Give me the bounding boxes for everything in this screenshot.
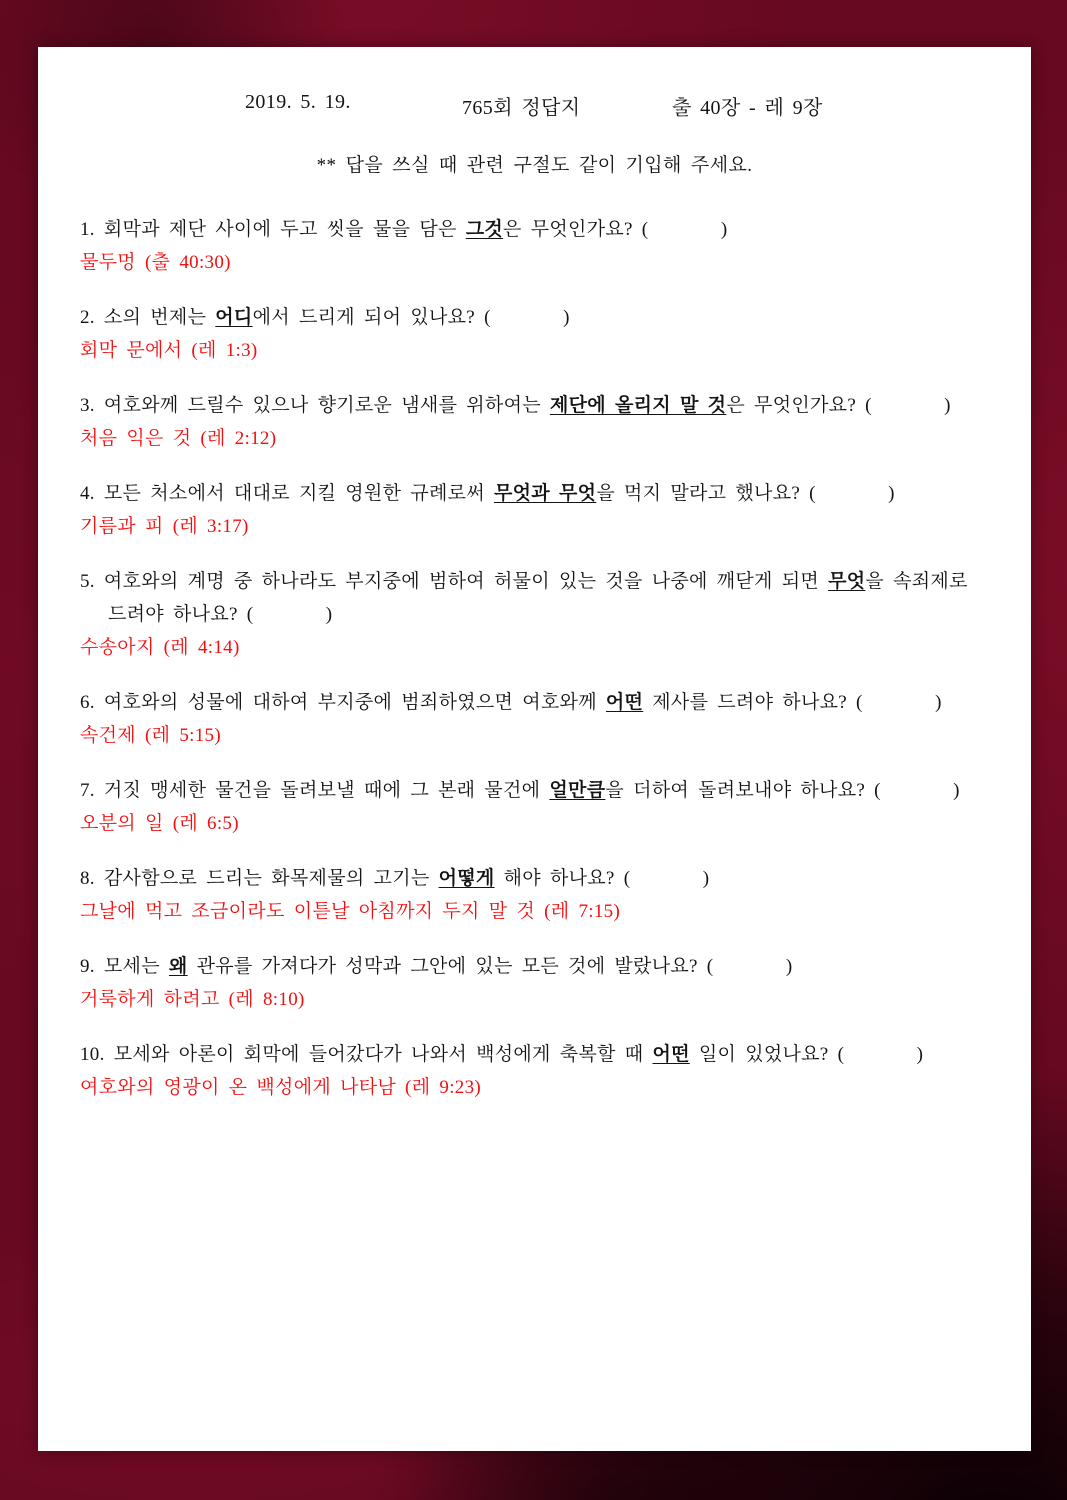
answer-sheet-page: [38, 47, 1031, 1451]
answer-text: 거룩하게 하려고 (레 8:10): [80, 989, 305, 1010]
answer-text: 기름과 피 (레 3:17): [80, 516, 249, 537]
question-keyword: 무엇: [828, 571, 866, 592]
question-post: 을 속죄제로 드려야 하나요? ( ): [108, 571, 977, 625]
question-text: [80, 950, 986, 983]
question-number: 10.: [80, 1044, 114, 1065]
question-keyword: 어떤: [605, 692, 644, 713]
question-number: 8.: [80, 868, 104, 889]
qa-list: [38, 177, 1031, 1104]
answer-text: 속건제 (레 5:15): [80, 725, 221, 746]
question-text: [80, 301, 986, 334]
question-pre: 회막과 제단 사이에 두고 씻을 물을 담은: [103, 219, 466, 240]
question-number: 5.: [80, 571, 104, 592]
question-keyword: 왜: [168, 956, 188, 977]
question-number: 6.: [80, 692, 104, 713]
question-pre: 모든 처소에서 대대로 지킬 영원한 규례로써: [103, 483, 494, 504]
question-text: [80, 213, 986, 246]
question-post: 관유를 가져다가 성막과 그안에 있는 모든 것에 발랐나요? ( ): [187, 956, 793, 977]
answer-text: 회막 문에서 (레 1:3): [80, 340, 258, 361]
question-keyword: 어디: [215, 307, 253, 328]
answer-text: 물두멍 (출 40:30): [80, 252, 231, 273]
question-number: 2.: [80, 307, 104, 328]
qa-item-10: [80, 1038, 986, 1104]
qa-item-7: [80, 774, 986, 840]
question-pre: 모세와 아론이 회막에 들어갔다가 나와서 백성에게 축복할 때: [113, 1044, 653, 1065]
instruction-note: ** 답을 쓰실 때 관련 구절도 같이 기입해 주세요.: [316, 155, 753, 176]
question-pre: 소의 번제는: [103, 307, 216, 328]
question-post: 은 무엇인가요? ( ): [503, 219, 728, 240]
answer-text: 그날에 먹고 조금이라도 이튿날 아침까지 두지 말 것 (레 7:15): [80, 901, 621, 922]
header-scripture-range: 출 40장 - 레 9장: [672, 97, 823, 119]
question-post: 을 먹지 말라고 했나요? ( ): [596, 483, 895, 504]
question-keyword: 제단에 올리지 말 것: [549, 395, 727, 416]
qa-item-6: [80, 686, 986, 752]
answer-text: 오분의 일 (레 6:5): [80, 813, 239, 834]
question-pre: 모세는: [103, 956, 169, 977]
question-post: 에서 드리게 되어 있나요? ( ): [252, 307, 570, 328]
question-text: [80, 477, 986, 510]
document-header: [38, 91, 1031, 117]
question-keyword: 무엇과 무엇: [493, 483, 597, 504]
answer-text: 처음 익은 것 (레 2:12): [80, 428, 277, 449]
question-number: 1.: [80, 219, 104, 240]
question-pre: 여호와의 계명 중 하나라도 부지중에 범하여 허물이 있는 것을 나중에 깨닫게 되면: [103, 571, 829, 592]
question-pre: 거짓 맹세한 물건을 돌려보낼 때에 그 본래 물건에: [103, 780, 550, 801]
question-text: [80, 565, 986, 631]
qa-item-2: [80, 301, 986, 367]
qa-item-1: [80, 213, 986, 279]
question-number: 3.: [80, 395, 104, 416]
qa-item-3: [80, 389, 986, 455]
question-post: 은 무엇인가요? ( ): [726, 395, 951, 416]
qa-item-5: [80, 565, 986, 664]
question-number: 9.: [80, 956, 104, 977]
question-post: 해야 하나요? ( ): [494, 868, 710, 889]
header-date: 2019. 5. 19.: [245, 91, 351, 113]
question-post: 일이 있었나요? ( ): [689, 1044, 924, 1065]
question-pre: 여호와께 드릴수 있으나 향기로운 냄새를 위하여는: [103, 395, 550, 416]
page-title: 765회 정답지: [462, 97, 581, 119]
qa-item-8: [80, 862, 986, 928]
question-number: 7.: [80, 780, 104, 801]
answer-text: 수송아지 (레 4:14): [80, 637, 240, 658]
question-post: 제사를 드려야 하나요? ( ): [643, 692, 942, 713]
question-text: [80, 389, 986, 422]
qa-item-9: [80, 950, 986, 1016]
question-number: 4.: [80, 483, 104, 504]
question-pre: 여호와의 성물에 대하여 부지중에 범죄하였으면 여호와께: [103, 692, 606, 713]
question-post: 을 더하여 돌려보내야 하나요? ( ): [605, 780, 960, 801]
question-text: [80, 774, 986, 807]
question-keyword: 어떻게: [438, 868, 495, 889]
qa-item-4: [80, 477, 986, 543]
question-keyword: 그것: [465, 219, 504, 240]
question-keyword: 어떤: [652, 1044, 690, 1065]
question-text: [80, 1038, 986, 1071]
question-text: [80, 862, 986, 895]
question-keyword: 얼만큼: [549, 780, 606, 801]
question-text: [80, 686, 986, 719]
answer-text: 여호와의 영광이 온 백성에게 나타남 (레 9:23): [80, 1077, 481, 1098]
question-pre: 감사함으로 드리는 화목제물의 고기는: [103, 868, 439, 889]
